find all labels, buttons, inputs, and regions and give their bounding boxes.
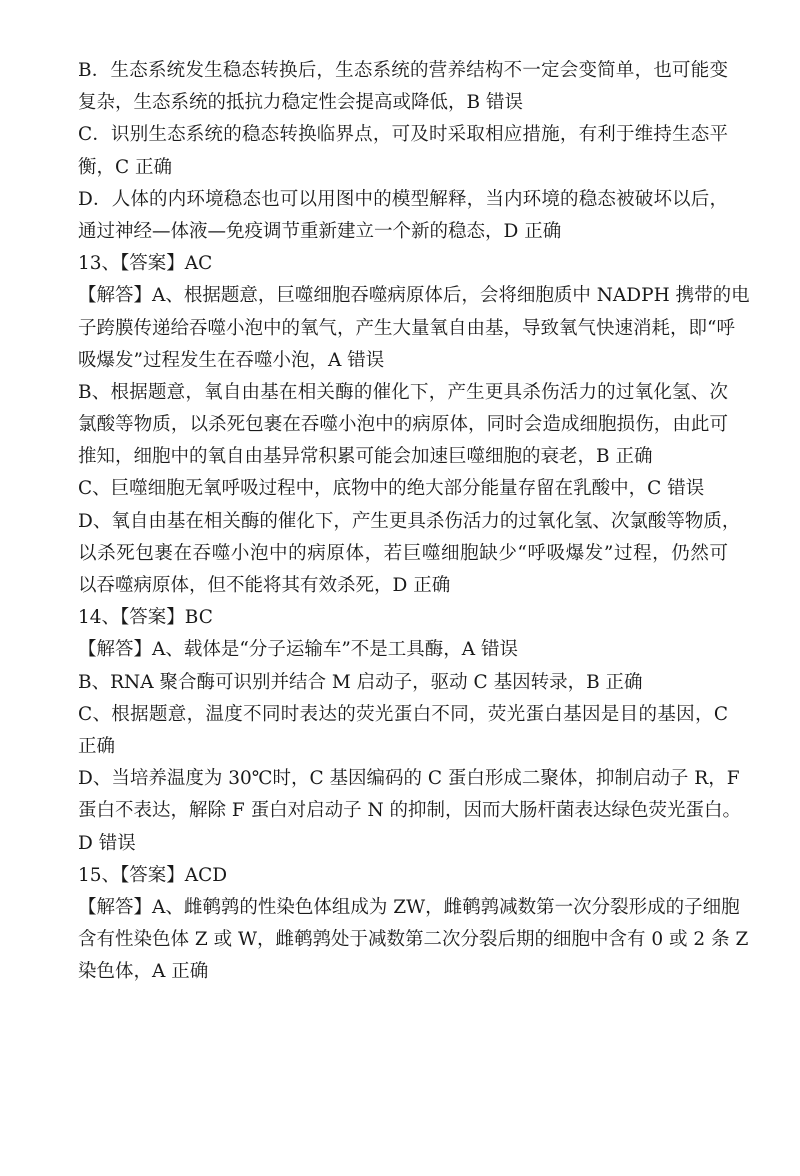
text-line-20: B、RNA 聚合酶可识别并结合 M 启动子，驱动 C 基因转录，B 正确 <box>78 671 643 693</box>
text-line-24: 蛋白不表达，解除 F 蛋白对启动子 N 的抑制，因而大肠杆菌表达绿色荧光蛋白。 <box>78 800 742 822</box>
text-line-25: D 错误 <box>78 832 136 854</box>
answer-heading-14: 14、【答案】BC <box>78 607 213 629</box>
text-line-8: 【解答】A、根据题意，巨噬细胞吞噬病原体后，会将细胞质中 NADPH 携带的电 <box>78 285 750 307</box>
text-line-22: 正确 <box>78 735 116 757</box>
text-line-23: D、当培养温度为 30℃时，C 基因编码的 C 蛋白形成二聚体，抑制启动子 R，F <box>78 768 740 790</box>
text-line-16: 以杀死包裹在吞噬小泡中的病原体，若巨噬细胞缺少“呼吸爆发”过程，仍然可 <box>78 542 728 564</box>
text-line-11: B、根据题意，氧自由基在相关酶的催化下，产生更具杀伤活力的过氧化氢、次 <box>78 381 728 403</box>
answer-heading-15: 15、【答案】ACD <box>78 864 228 886</box>
text-line-6: 通过神经—体液—免疫调节重新建立一个新的稳态，D 正确 <box>78 220 562 242</box>
text-line-27: 【解答】A、雌鹌鹑的性染色体组成为 ZW，雌鹌鹑减数第一次分裂形成的子细胞 <box>78 896 740 918</box>
text-line-14: C、巨噬细胞无氧呼吸过程中，底物中的绝大部分能量存留在乳酸中，C 错误 <box>78 478 705 500</box>
text-line-19: 【解答】A、载体是“分子运输车”不是工具酶，A 错误 <box>78 639 519 661</box>
text-line-4: 衡，C 正确 <box>78 156 173 178</box>
text-line-12: 氯酸等物质，以杀死包裹在吞噬小泡中的病原体，同时会造成细胞损伤，由此可 <box>78 414 728 436</box>
text-line-10: 吸爆发”过程发生在吞噬小泡，A 错误 <box>78 349 385 371</box>
document-page <box>78 55 750 988</box>
text-line-13: 推知，细胞中的氧自由基异常积累可能会加速巨噬细胞的衰老，B 正确 <box>78 446 653 468</box>
text-line-28: 含有性染色体 Z 或 W，雌鹌鹑处于减数第二次分裂后期的细胞中含有 0 或 2 条 Z <box>78 929 749 951</box>
text-line-1: B．生态系统发生稳态转换后，生态系统的营养结构不一定会变简单，也可能变 <box>78 60 728 81</box>
text-line-17: 以吞噬病原体，但不能将其有效杀死，D 正确 <box>78 575 451 596</box>
text-line-2: 复杂，生态系统的抵抗力稳定性会提高或降低，B 错误 <box>78 92 523 114</box>
text-line-15: D、氧自由基在相关酶的催化下，产生更具杀伤活力的过氧化氢、次氯酸等物质， <box>78 510 741 532</box>
answer-heading-13: 13、【答案】AC <box>78 253 213 275</box>
text-line-3: C．识别生态系统的稳态转换临界点，可及时采取相应措施，有利于维持生态平 <box>78 124 728 146</box>
text-line-29: 染色体，A 正确 <box>78 961 209 983</box>
text-line-21: C、根据题意，温度不同时表达的荧光蛋白不同，荧光蛋白基因是目的基因，C <box>78 703 728 725</box>
text-line-9: 子跨膜传递给吞噬小泡中的氧气，产生大量氧自由基，导致氧气快速消耗，即“呼 <box>78 317 735 339</box>
text-line-5: D．人体的内环境稳态也可以用图中的模型解释，当内环境的稳态被破坏以后， <box>78 188 728 210</box>
